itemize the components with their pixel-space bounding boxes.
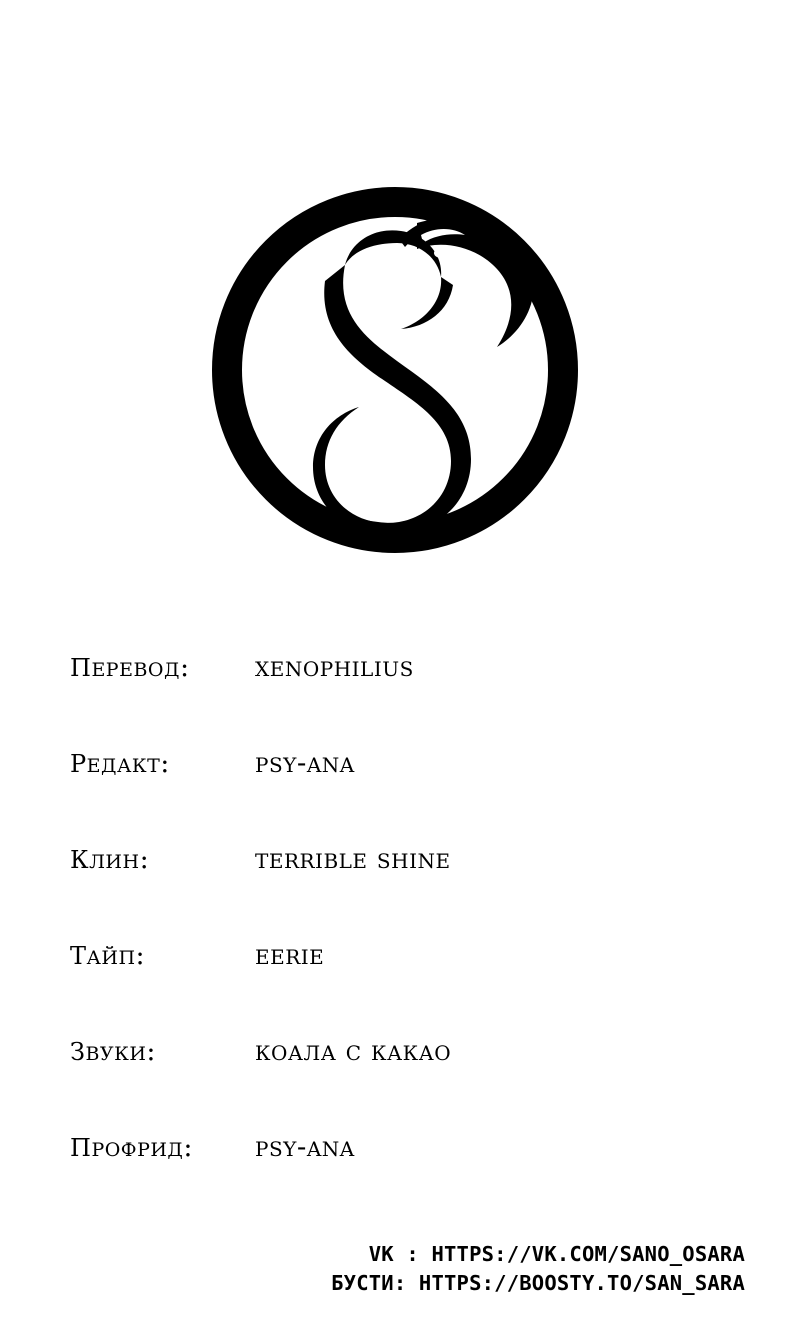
credits-list (70, 645, 730, 1221)
credit-row (70, 741, 730, 837)
credit-name-translation: xenophilius (255, 650, 414, 683)
credit-row (70, 837, 730, 933)
credit-row (70, 933, 730, 1029)
credit-name-clean: terrible shine (255, 842, 451, 875)
credit-row (70, 645, 730, 741)
boosty-link[interactable]: БУСТИ: HTTPS://BOOSTY.TO/SAN_SARA (331, 1270, 745, 1295)
credit-role-proofread: профрид: (70, 1125, 193, 1165)
credit-role-type: тайп: (70, 933, 146, 973)
footer-links (331, 1240, 745, 1298)
credit-role-translation: перевод: (70, 645, 190, 685)
credit-row (70, 1029, 730, 1125)
credit-name-type: eerie (255, 938, 325, 971)
ouroboros-snake-logo (0, 95, 800, 595)
credit-role-clean: клин: (70, 837, 150, 877)
credit-name-sounds: коала с какао (255, 1034, 452, 1067)
credit-role-sounds: звуки: (70, 1029, 157, 1069)
vk-link[interactable]: VK : HTTPS://VK.COM/SANO_OSARA (368, 1241, 745, 1266)
credit-role-edit: редакт: (70, 741, 170, 781)
credit-name-proofread: psy-ana (255, 1130, 355, 1163)
credit-name-edit: psy-ana (255, 746, 355, 779)
credit-row (70, 1125, 730, 1221)
